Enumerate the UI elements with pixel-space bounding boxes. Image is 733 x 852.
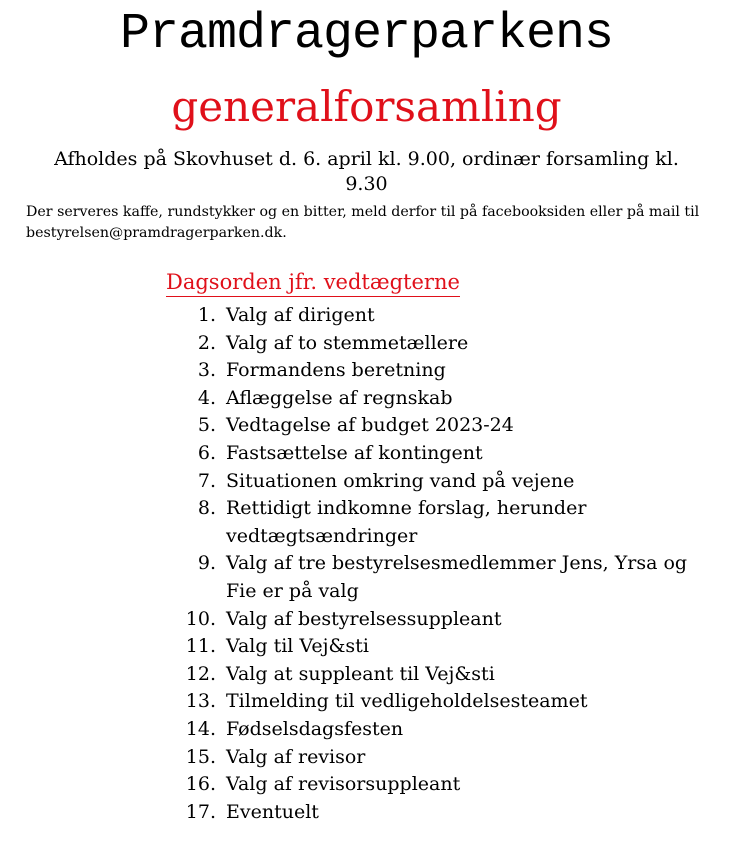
agenda-item-number: 5. xyxy=(197,414,216,437)
agenda-item-number: 6. xyxy=(197,441,216,464)
agenda-item xyxy=(160,661,720,689)
agenda-item-number: 13. xyxy=(185,690,216,713)
agenda-item-text: Fødselsdagsfesten xyxy=(226,717,404,740)
agenda-item-text: Fastsættelse af kontingent xyxy=(226,441,483,464)
registration-note: Der serveres kaffe, rundstykker og en bitter, meld derfor til på facebooksiden eller på mail til bestyrelsen@pramdragerparken.dk. xyxy=(26,204,700,241)
agenda-list xyxy=(160,302,720,826)
agenda-item-text: Vedtagelse af budget 2023-24 xyxy=(226,414,514,437)
agenda-item-number: 2. xyxy=(197,331,216,354)
agenda-item-text: Eventuelt xyxy=(226,800,319,823)
agenda-item-number: 9. xyxy=(197,552,216,575)
agenda-item-text: Situationen omkring vand på vejene xyxy=(226,469,575,492)
agenda-item-text: Aflæggelse af regnskab xyxy=(226,386,453,409)
agenda-item xyxy=(160,688,720,716)
agenda-item-number: 16. xyxy=(185,773,216,796)
meeting-info: Afholdes på Skovhuset d. 6. april kl. 9.00, ordinær forsamling kl. 9.30 xyxy=(54,148,679,195)
agenda-item xyxy=(160,716,720,744)
agenda-item-number: 15. xyxy=(185,745,216,768)
agenda-item xyxy=(160,799,720,827)
agenda-item-number: 1. xyxy=(197,304,216,326)
page-title: Pramdragerparkens xyxy=(119,6,614,63)
agenda-item-text: Valg af revisor xyxy=(226,745,366,768)
agenda-item-number: 14. xyxy=(185,717,216,740)
agenda-item xyxy=(160,302,720,330)
agenda-item-number: 17. xyxy=(185,800,216,823)
page-subtitle: generalforsamling xyxy=(171,82,562,131)
agenda-item-number: 8. xyxy=(197,497,216,520)
agenda-item xyxy=(160,744,720,772)
agenda-item-number: 4. xyxy=(197,386,216,409)
agenda-item xyxy=(160,606,720,634)
agenda-item xyxy=(160,771,720,799)
agenda-item-number: 3. xyxy=(197,359,216,382)
agenda-item xyxy=(160,385,720,413)
agenda-item-text: Valg at suppleant til Vej&sti xyxy=(226,662,495,685)
agenda-item xyxy=(160,495,720,550)
agenda-item-number: 12. xyxy=(185,662,216,685)
agenda-item-text: Valg af tre bestyrelsesmedlemmer Jens, Yrsa og Fie er på valg xyxy=(226,552,688,602)
agenda-item-number: 11. xyxy=(185,635,216,658)
agenda-item xyxy=(160,357,720,385)
agenda-item-text: Valg af dirigent xyxy=(226,304,375,326)
agenda-item-text: Valg af to stemmetællere xyxy=(226,331,469,354)
agenda-item xyxy=(160,412,720,440)
agenda-item xyxy=(160,440,720,468)
agenda-item-text: Valg til Vej&sti xyxy=(226,635,369,658)
agenda-item xyxy=(160,633,720,661)
agenda-item-number: 10. xyxy=(185,607,216,630)
agenda-heading: Dagsorden jfr. vedtægterne xyxy=(166,268,460,297)
agenda-item xyxy=(160,330,720,358)
agenda-item-text: Valg af revisorsuppleant xyxy=(226,773,461,796)
agenda-item xyxy=(160,550,720,605)
agenda-item-text: Valg af bestyrelsessuppleant xyxy=(226,607,502,630)
agenda-item-text: Tilmelding til vedligeholdelsesteamet xyxy=(226,690,588,713)
agenda-item xyxy=(160,468,720,496)
agenda-item-text: Formandens beretning xyxy=(226,359,446,382)
agenda-item-text: Rettidigt indkomne forslag, herunder vedtægtsændringer xyxy=(226,497,587,547)
agenda-item-number: 7. xyxy=(197,469,216,492)
